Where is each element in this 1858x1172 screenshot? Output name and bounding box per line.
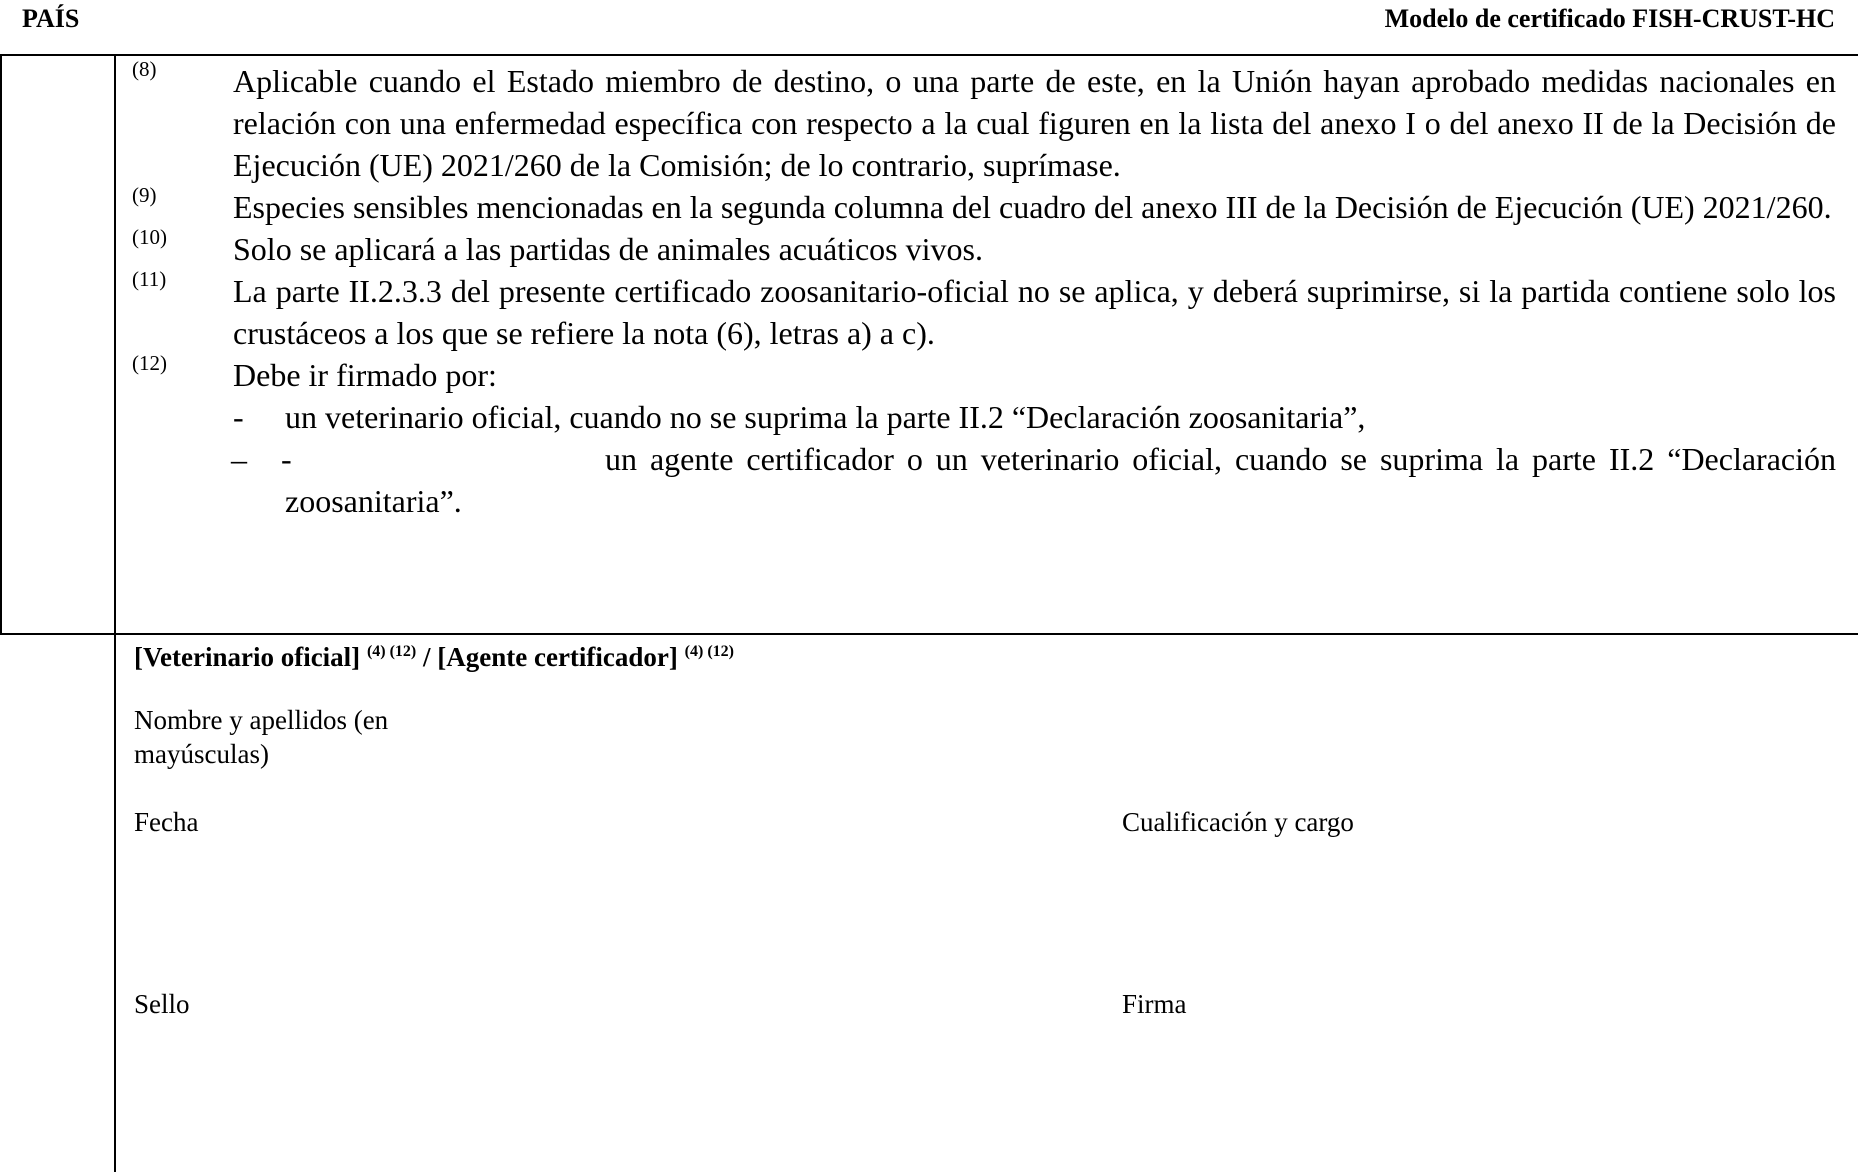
table-left-border (0, 54, 2, 634)
footnote-number: (8) (132, 57, 157, 81)
footnotes-list (116, 57, 1836, 522)
footnote-text: Aplicable cuando el Estado miembro de destino, o una parte de este, en la Unión hayan aprobado medidas nacionales en relación con una enfermedad específica con respecto a la cual figuren en la lista del anexo I o del anexo II de la Decisión de Ejecución (UE) 2021/260 de la Comisión; de lo contrario, suprímase. (233, 63, 1836, 183)
footnote-number: (9) (132, 183, 157, 207)
footnote-9 (116, 183, 1836, 228)
list-dash: – (231, 441, 247, 477)
signature-label: Firma (1122, 989, 1187, 1019)
date-label: Fecha (134, 807, 199, 837)
footnote-8 (116, 57, 1836, 186)
footnote-text: Especies sensibles mencionadas en la segunda columna del cuadro del anexo III de la Decisión de Ejecución (UE) 2021/260. (233, 189, 1832, 225)
footnote-11 (116, 267, 1836, 354)
footnote-number: (12) (132, 351, 167, 375)
table-top-border (0, 54, 1858, 56)
signature-section (116, 635, 1856, 1172)
footnote-number: (11) (132, 267, 167, 291)
footnote-reference: (4) (12) (684, 643, 734, 660)
list-dash-secondary: - (281, 441, 292, 477)
header-certificate-model: Modelo de certificado FISH-CRUST-HC (1384, 4, 1835, 33)
header-country: PAÍS (22, 4, 80, 33)
list-item-text: un veterinario oficial, cuando no se suprima la parte II.2 “Declaración zoosanitaria”, (285, 399, 1366, 435)
list-dash: - (233, 399, 244, 435)
footnote-10 (116, 225, 1836, 270)
footnote-text: Solo se aplicará a las partidas de animales acuáticos vivos. (233, 231, 983, 267)
official-veterinarian-label: [Veterinario oficial] (134, 642, 361, 672)
stamp-label: Sello (134, 989, 190, 1019)
footnote-list-item (233, 438, 1836, 522)
title-separator: / (416, 642, 438, 672)
footnote-number: (10) (132, 225, 167, 249)
list-item-text: un agente certificador o un veterinario oficial, cuando se suprima la parte II.2 “Declaración zoosanitaria”. (285, 441, 1836, 519)
footnote-list-item (233, 396, 1836, 438)
footnote-text: La parte II.2.3.3 del presente certificado zoosanitario-oficial no se aplica, y deberá suprimirse, si la partida contiene solo los crustáceos a los que se refiere la nota (6), letras a) a c). (233, 273, 1836, 351)
name-label: Nombre y apellidos (en mayúsculas) (134, 705, 389, 769)
signatory-title (134, 637, 734, 677)
footnote-12 (116, 351, 1836, 522)
footnote-text: Debe ir firmado por: (233, 357, 497, 393)
certifying-officer-label: [Agente certificador] (437, 642, 678, 672)
footnote-reference: (4) (12) (366, 643, 417, 660)
qualification-label: Cualificación y cargo (1122, 807, 1354, 837)
